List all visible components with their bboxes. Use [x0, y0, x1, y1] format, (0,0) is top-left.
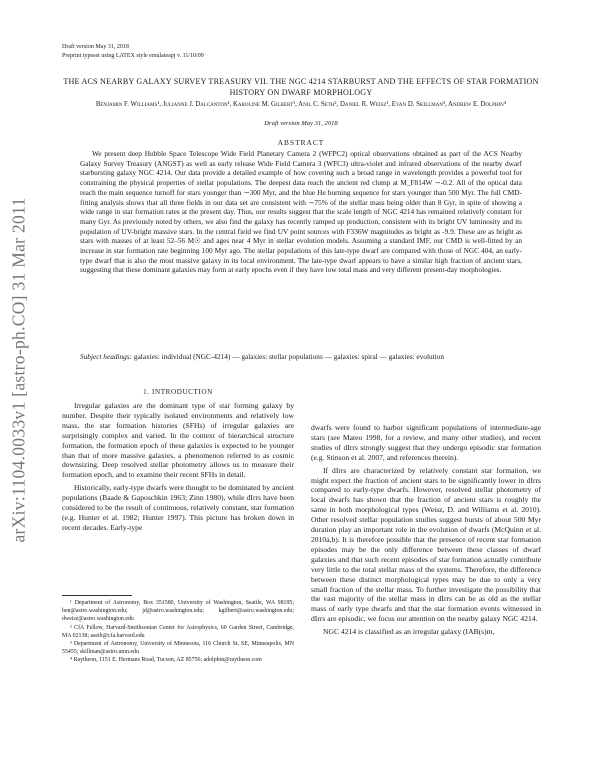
- paper-title: THE ACS NEARBY GALAXY SURVEY TREASURY VII. THE NGC 4214 STARBURST AND THE EFFECTS OF STAR FORMATION HISTORY ON DWARF MORPHOLOGY: [63, 77, 539, 97]
- section-heading-introduction: 1. INTRODUCTION: [143, 388, 213, 396]
- paragraph: Irregular galaxies are the dominant type of star forming galaxy by number. Despite their typically isolated environments and relatively low mass, the star formation histories (SFHs) of irregular galaxies are surprisingly complex and varied. In the context of hierarchical structure formation, the formation epoch of these galaxies is expected to be younger than that of more massive galaxies, a phenomenon referred to as cosmic downsizing. Deep resolved stellar photometry allows us to measure their formation epoch, and to examine their recent SFHs in detail.: [62, 401, 294, 480]
- draft-date: Draft version May 31, 2018: [264, 120, 338, 127]
- author-list: Benjamin F. Williams¹, Julianne J. Dalcanton¹, Karoline M. Gilbert¹, Anil C. Seth², Daniel R. Weisz¹, Evan D. Skillman³, Andrew E. Dolphin⁴: [95, 101, 507, 108]
- footnote: ¹ Department of Astronomy, Box 351580, University of Washington, Seattle, WA 98195; ben@astro.washington.edu; jd@astro.washington.edu; kgilbert@astro.washington.edu; dweisz@astro.washington.edu: [62, 600, 294, 623]
- abstract-text: We present deep Hubble Space Telescope Wide Field Planetary Camera 2 (WFPC2) optical observations obtained as part of the ACS Nearby Galaxy Survey Treasury (ANGST) as well as early release Wide Field Camera 3 (WFC3) ultra-violet and infrared observations of the nearby dwarf starbursting galaxy NGC 4214. Our data provide a detailed example of how covering such a broad range in wavelength provides a powerful tool for constraining the physical properties of stellar populations. The deepest data reach the ancient red clump at M_F814W ∼-0.2. All of the optical data reach the main sequence turnoff for stars younger than ∼300 Myr, and the blue He burning sequence for stars younger than 500 Myr. The full CMD-fitting analysis shows that all three fields in our data set are consistent with ∼75% of the stellar mass being older than 8 Gyr, in spite of showing a wide range in star formation rates at the present day. Thus, our results suggest that the scale length of NGC 4214 has remained relatively constant for many Gyr. As previously noted by others, we also find the galaxy has recently ramped up production, consistent with its bright UV luminosity and its population of UV-bright massive stars. In the central field we find UV point sources with F336W magnitudes as bright as -9.9. These are as bright as stars with masses of at least 52–56 M☉ and ages near 4 Myr in stellar evolution models. Assuming a standard IMF, our CMD is well-fitted by an increase in star formation rate beginning 100 Myr ago. The stellar populations of this late-type dwarf are compared with those of NGC 404, an early-type dwarf that is also the most massive galaxy in its local environment. The late-type dwarf appears to have a similar high fraction of ancient stars, suggesting that these dominant galaxies may form at early epochs even if they have low total mass and very different present-day morphologies.: [80, 149, 522, 275]
- right-column-body: [311, 423, 541, 637]
- footnote-rule: [62, 595, 132, 596]
- footnotes: [62, 599, 294, 665]
- abstract-body: [80, 149, 522, 275]
- draft-version-header: Draft version May 31, 2018: [62, 44, 129, 50]
- paragraph: Historically, early-type dwarfs were thought to be dominated by ancient populations (Baade & Gaposchkin 1963; Zinn 1980), while dIrrs have been considered to be the result of continuous, relatively constant, star formation (e.g. Hunter et al. 1982; Hunter 1997). This picture has broken down in recent decades. Early-type: [62, 483, 294, 532]
- paragraph: dwarfs were found to harbor significant populations of intermediate-age stars (see Mateo 1998, for a review, and many other studies), and recent studies of dIrrs strongly suggest that they undergo episodic star formation (e.g. Stinson et al. 2007, and references therein).: [311, 423, 541, 462]
- paragraph: If dIrrs are characterized by relatively constant star formation, we might expect the fraction of ancient stars to be significantly lower in dIrrs compared to early-type dwarfs. However, resolved stellar photometry of local dwarfs has shown that the fraction of ancient stars is roughly the same in both morphological types (Weisz, D. and Williams et al. 2010). Other resolved stellar population studies suggest bursts of about 500 Myr duration play an important role in the evolution of dwarfs (McQuinn et al. 2010a,b). It is therefore possible that the presence of recent star formation episodes may be the only difference between these classes of dwarf galaxies and that such recent episodes of star formation actually contribute very little to the total stellar mass of the systems. Therefore, the difference between these distinct morphological types may be due to only a very small fraction of the stellar mass. To further investigate the possibility that the vast majority of the stellar mass in dIrrs can be as old as the stellar mass of early type dwarfs and that the star formation events witnessed in dIrrs are episodic, we focus our attention on the nearby galaxy NGC 4214.: [311, 465, 541, 624]
- arxiv-stamp: arXiv:1104.0033v1 [astro-ph.CO] 31 Mar 2011: [8, 197, 29, 543]
- paragraph: NGC 4214 is classified as an irregular galaxy (IAB(s)m,: [323, 627, 495, 637]
- subject-label: Subject headings:: [80, 352, 133, 361]
- subject-text: galaxies: individual (NGC-4214) — galaxies: stellar populations — galaxies: spiral — galaxies: evolution: [132, 352, 444, 361]
- subject-headings: [80, 352, 522, 362]
- footnote: ³ Department of Astronomy, University of Minnesota, 116 Church St. SE, Minneapolis, MN 55455; skillman@astro.umn.edu: [62, 641, 294, 656]
- footnote: ⁴ Raytheon, 1151 E. Hermans Road, Tucson, AZ 85756; adolphin@raytheon.com: [70, 657, 262, 664]
- footnote: ² CfA Fellow, Harvard-Smithsonian Center for Astrophysics, 60 Garden Street, Cambridge, MA 02138; aseth@cfa.harvard.edu: [62, 624, 294, 639]
- left-column-body: [62, 401, 294, 533]
- preprint-header: Preprint typeset using LATEX style emulateapj v. 11/10/09: [62, 53, 204, 59]
- abstract-heading: ABSTRACT: [277, 138, 325, 147]
